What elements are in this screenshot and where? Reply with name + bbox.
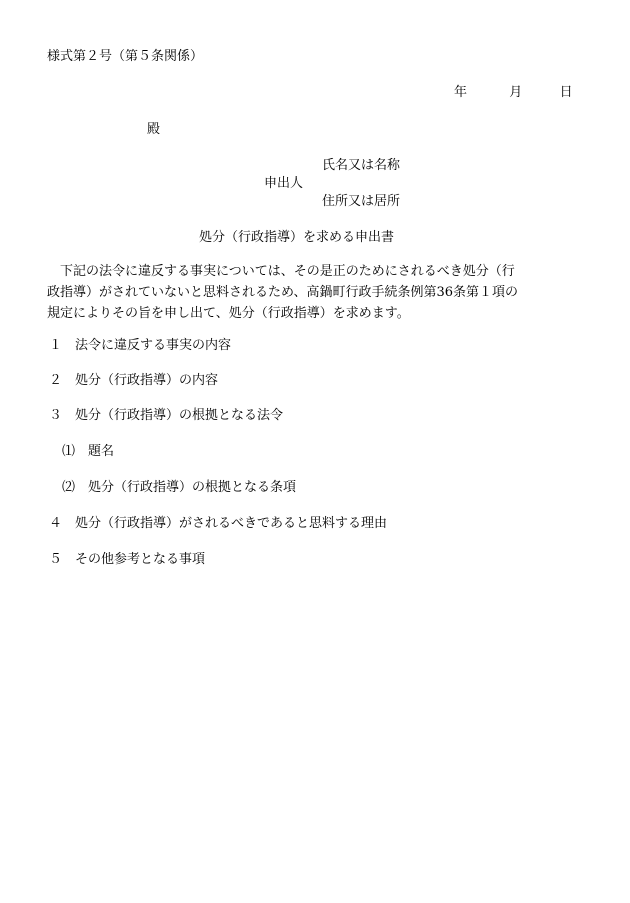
date-year: 年 bbox=[454, 85, 468, 100]
item-text: 処分（行政指導）の根拠となる法令 bbox=[75, 408, 284, 423]
item-text: 処分（行政指導）がされるべきであると思料する理由 bbox=[75, 516, 388, 531]
list-item-2 bbox=[49, 372, 218, 389]
applicant-name-field: 氏名又は名称 bbox=[322, 158, 401, 173]
list-item-1 bbox=[49, 337, 231, 354]
item-number: ３ bbox=[49, 408, 63, 423]
body-line-2: 政指導）がされていないと思料されるため、高鍋町行政手続条例第36条第１項の bbox=[47, 285, 519, 300]
body-line-3: 規定によりその旨を申し出て、処分（行政指導）を求めます。 bbox=[47, 306, 410, 321]
subitem-text: 題名 bbox=[88, 444, 115, 459]
body-line-1: 下記の法令に違反する事実については、その是正のためにされるべき処分（行 bbox=[47, 264, 515, 279]
item-text: 処分（行政指導）の内容 bbox=[75, 373, 219, 388]
document-title: 処分（行政指導）を求める申出書 bbox=[199, 230, 395, 245]
item-number: ４ bbox=[49, 516, 63, 531]
date-day: 日 bbox=[559, 85, 573, 100]
item-number: ２ bbox=[49, 373, 63, 388]
date-line bbox=[454, 84, 573, 101]
body-paragraph bbox=[47, 261, 583, 324]
list-item-3 bbox=[49, 407, 283, 424]
list-subitem-1 bbox=[62, 443, 114, 460]
applicant-address-field: 住所又は居所 bbox=[322, 194, 401, 209]
subitem-text: 処分（行政指導）の根拠となる条項 bbox=[88, 480, 297, 495]
date-month: 月 bbox=[509, 85, 523, 100]
form-number: 様式第２号（第５条関係） bbox=[47, 49, 204, 64]
subitem-number: ⑵ bbox=[62, 480, 76, 495]
addressee-suffix: 殿 bbox=[147, 122, 161, 137]
list-item-4 bbox=[49, 515, 387, 532]
subitem-number: ⑴ bbox=[62, 444, 76, 459]
list-subitem-2 bbox=[62, 479, 296, 496]
applicant-label: 申出人 bbox=[264, 176, 304, 191]
list-item-5 bbox=[49, 551, 205, 568]
item-text: その他参考となる事項 bbox=[75, 552, 206, 567]
item-number: ５ bbox=[49, 552, 63, 567]
item-number: １ bbox=[49, 338, 63, 353]
item-text: 法令に違反する事実の内容 bbox=[75, 338, 232, 353]
